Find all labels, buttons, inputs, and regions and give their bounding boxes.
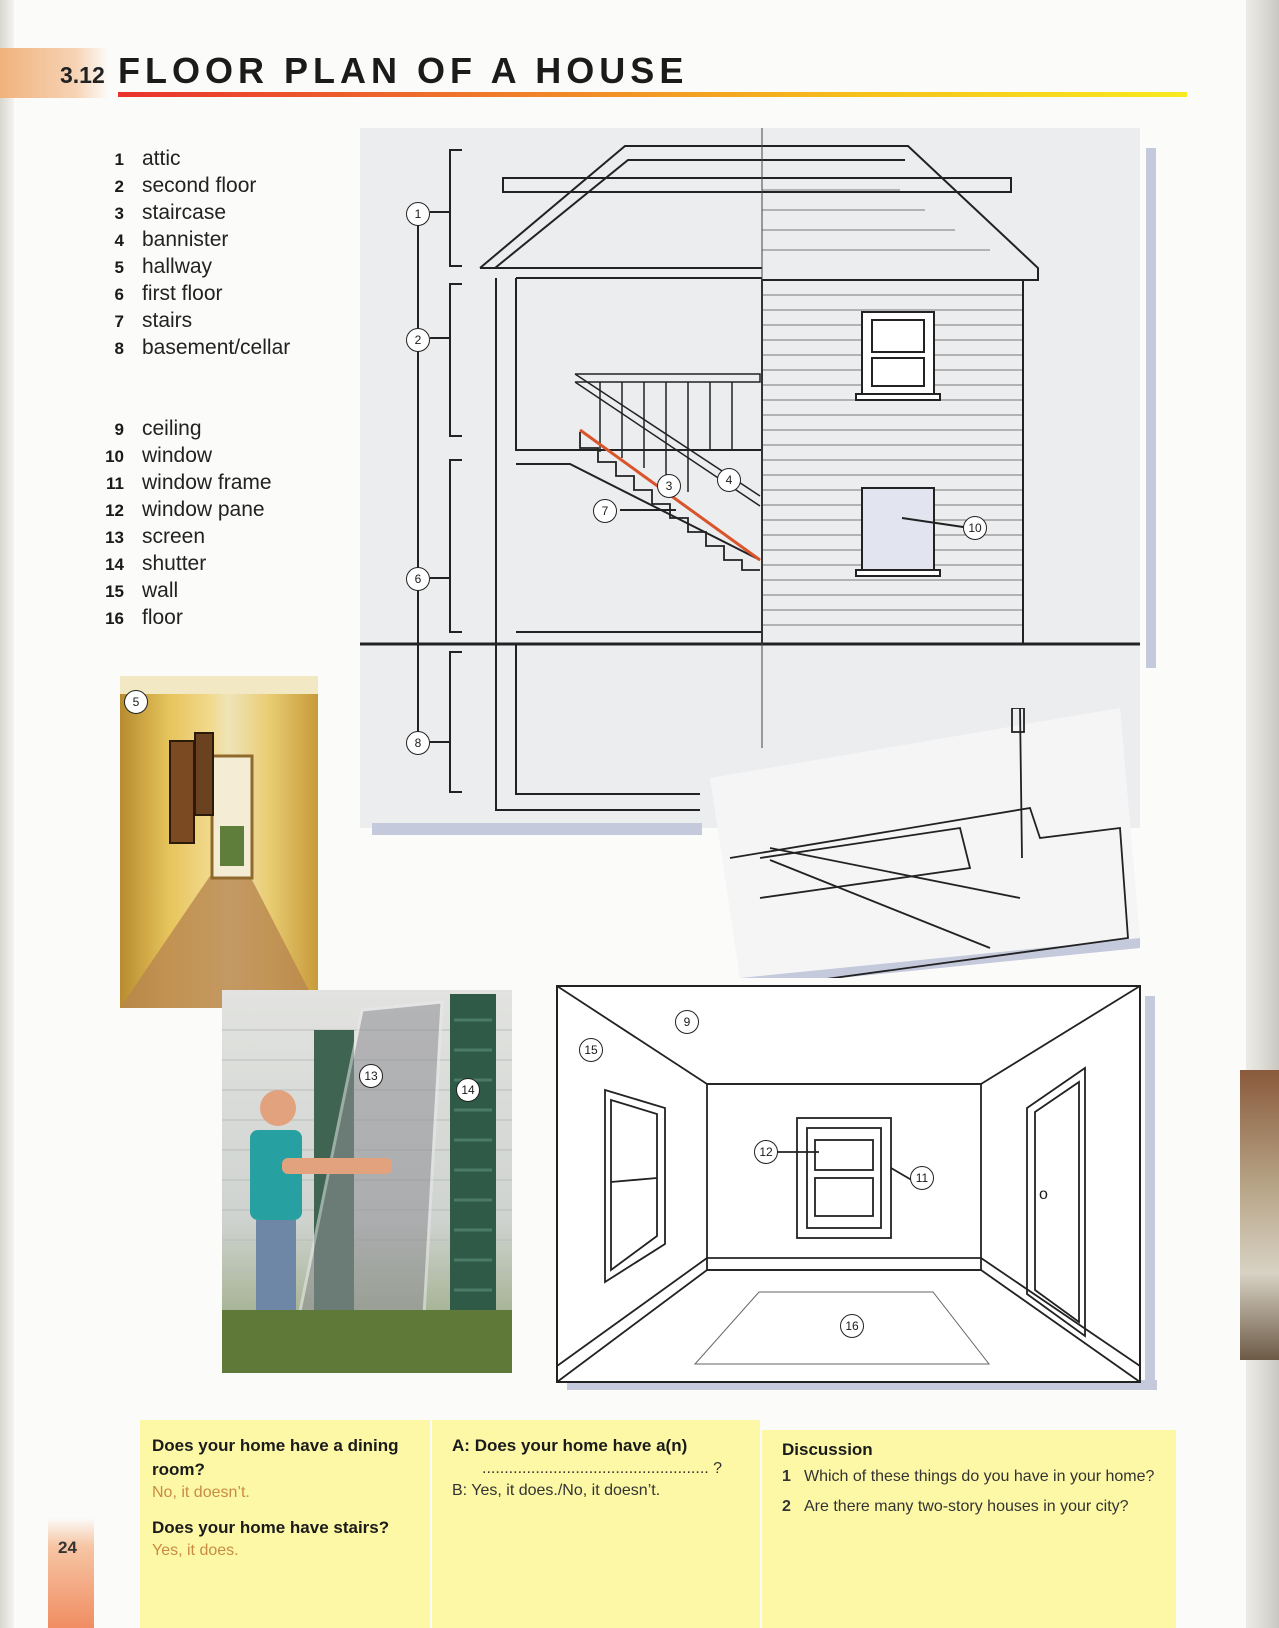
item-number: 16 [105, 609, 124, 628]
diagram-shadow-right [1146, 148, 1156, 668]
dialogue-b [452, 1480, 748, 1502]
item-term: wall [142, 579, 179, 602]
item-term: basement/cellar [142, 336, 291, 359]
item-term: attic [142, 147, 181, 170]
item-number: 6 [114, 285, 124, 304]
discussion-item-text: Which of these things do you have in your home? [804, 1468, 1155, 1485]
callout-16: 16 [840, 1314, 864, 1338]
section-number: 3.12 [60, 62, 105, 88]
item-number: 4 [114, 231, 124, 250]
callout-15: 15 [579, 1038, 603, 1062]
question-stairs: Does your home have stairs? [152, 1518, 390, 1537]
item-term: staircase [142, 201, 227, 224]
callout-4: 4 [717, 468, 741, 492]
item-term: first floor [142, 282, 223, 305]
speaker-b-text: Yes, it does./No, it doesn’t. [471, 1482, 661, 1499]
item-term: bannister [142, 228, 229, 251]
item-term: shutter [142, 552, 207, 575]
item-number: 14 [105, 555, 124, 574]
callout-3: 3 [657, 474, 681, 498]
callout-5: 5 [124, 690, 148, 714]
item-term: hallway [142, 255, 213, 278]
callout-12: 12 [754, 1140, 778, 1164]
item-term: screen [142, 525, 206, 548]
stairs-detail-illustration [700, 708, 1140, 978]
upper-window [856, 312, 940, 400]
callout-11: 11 [910, 1166, 934, 1190]
callout-14: 14 [456, 1078, 480, 1102]
callout-8: 8 [406, 731, 430, 755]
callout-9: 9 [675, 1010, 699, 1034]
item-term: floor [142, 606, 183, 629]
discussion-heading: Discussion [782, 1440, 873, 1459]
item-number: 13 [105, 528, 124, 547]
item-number: 11 [106, 474, 124, 493]
dialogue-box [432, 1420, 760, 1628]
item-number: 15 [105, 582, 124, 601]
item-term: window pane [142, 498, 265, 521]
item-term: ceiling [142, 417, 202, 440]
dialogue-blank: ................................................... ? [482, 1460, 723, 1477]
item-number: 1 [114, 150, 124, 169]
discussion-item [782, 1496, 1164, 1518]
dialogue-a [452, 1434, 748, 1458]
item-number: 7 [114, 312, 124, 331]
callout-2: 2 [406, 328, 430, 352]
item-number: 12 [105, 501, 124, 520]
callout-10: 10 [963, 516, 987, 540]
speaker-a-label: A: [452, 1436, 470, 1455]
callout-6: 6 [406, 567, 430, 591]
item-number: 9 [114, 420, 124, 439]
discussion-item-number: 2 [782, 1498, 791, 1515]
discussion-item-number: 1 [782, 1468, 791, 1485]
question-dining-room: Does your home have a dining room? [152, 1436, 399, 1479]
page-title: FLOOR PLAN OF A HOUSE [118, 50, 689, 91]
page-number-tab [48, 1518, 94, 1628]
item-term: window [142, 444, 213, 467]
answer-stairs: Yes, it does. [152, 1542, 239, 1559]
stairs-detail-diagram [700, 708, 1140, 978]
speaker-b-label: B: [452, 1482, 468, 1499]
item-term: window frame [142, 471, 272, 494]
speaker-a-text: Does your home have a(n) [474, 1436, 688, 1455]
callout-1: 1 [406, 202, 430, 226]
answer-dining-room: No, it doesn’t. [152, 1484, 250, 1501]
door-knob: o [1039, 1186, 1048, 1203]
item-number: 8 [114, 339, 124, 358]
item-number: 10 [105, 447, 124, 466]
discussion-box [762, 1430, 1176, 1628]
callout-7: 7 [593, 499, 617, 523]
callout-13: 13 [359, 1064, 383, 1088]
item-term: stairs [142, 309, 193, 332]
item-term: second floor [142, 174, 257, 197]
item-number: 3 [114, 204, 124, 223]
discussion-item [782, 1466, 1164, 1488]
item-number: 5 [114, 258, 124, 277]
discussion-item-text: Are there many two-story houses in your city? [804, 1498, 1129, 1515]
item-number: 2 [114, 177, 124, 196]
page-number: 24 [58, 1538, 77, 1557]
diagram-shadow [372, 823, 702, 835]
question-box [140, 1420, 430, 1628]
